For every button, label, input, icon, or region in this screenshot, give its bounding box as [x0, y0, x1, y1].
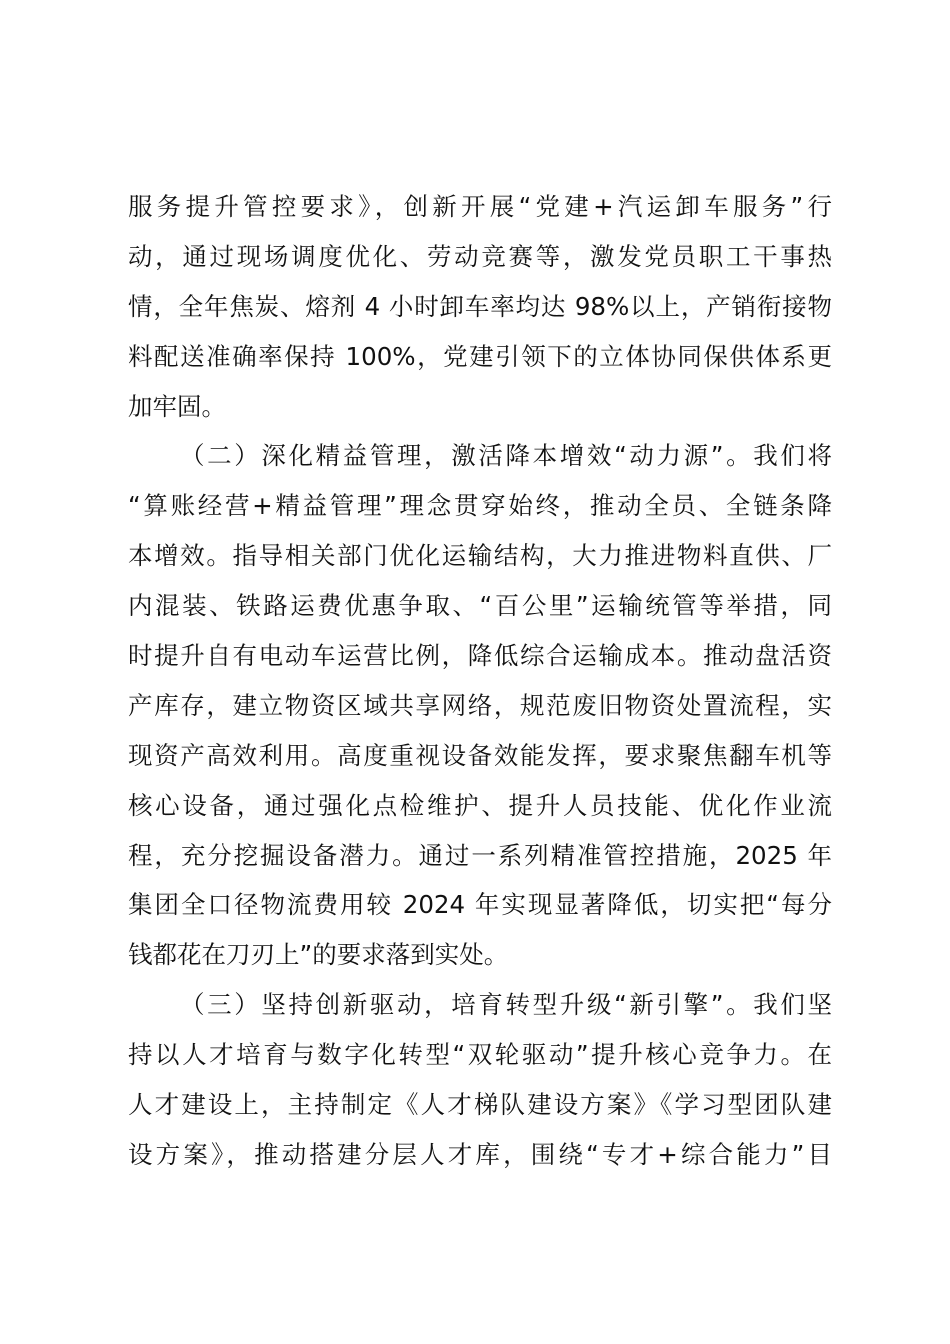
text-line: 时提升自有电动车运营比例，降低综合运输成本。推动盘活资 — [128, 641, 832, 671]
text-line: 情，全年焦炭、熔剂 4 小时卸车率均达 98%以上，产销衔接物 — [128, 291, 832, 321]
paragraph — [128, 190, 832, 439]
text-line: 核心设备，通过强化点检维护、提升人员技能、优化作业流 — [128, 790, 832, 820]
text-line: “算账经营+精益管理”理念贯穿始终，推动全员、全链条降 — [128, 491, 832, 521]
text-line: 程，充分挖掘设备潜力。通过一系列精准管控措施，2025 年 — [128, 840, 832, 870]
text-line: 钱都花在刀刃上”的要求落到实处。 — [128, 940, 509, 970]
text-line: 产库存，建立物资区域共享网络，规范废旧物资处置流程，实 — [128, 690, 832, 720]
text-line: 现资产高效利用。高度重视设备效能发挥，要求聚焦翻车机等 — [128, 740, 832, 770]
text-line: 持以人才培育与数字化转型“双轮驱动”提升核心竞争力。在 — [128, 1040, 832, 1070]
text-line: 设方案》，推动搭建分层人才库，围绕“专才+综合能力”目 — [128, 1139, 832, 1169]
text-line: 本增效。指导相关部门优化运输结构，大力推进物料直供、厂 — [128, 541, 832, 571]
text-line: 服务提升管控要求》，创新开展“党建+汽运卸车服务”行 — [128, 192, 832, 221]
section-heading-line: （二）深化精益管理，激活降本增效“动力源”。我们将 — [180, 441, 832, 471]
text-line: 料配送准确率保持 100%，党建引领下的立体协同保供体系更 — [128, 341, 832, 371]
paragraph — [128, 439, 832, 988]
text-line: 加牢固。 — [128, 391, 226, 421]
paragraph — [128, 988, 832, 1188]
text-line: 人才建设上，主持制定《人才梯队建设方案》《学习型团队建 — [128, 1090, 832, 1120]
text-line: 集团全口径物流费用较 2024 年实现显著降低，切实把“每分 — [128, 890, 832, 920]
text-line: 动，通过现场调度优化、劳动竞赛等，激发党员职工干事热 — [128, 241, 832, 271]
document-body — [128, 190, 832, 1188]
section-heading-line: （三）坚持创新驱动，培育转型升级“新引擎”。我们坚 — [180, 990, 832, 1020]
text-line: 内混装、铁路运费优惠争取、“百公里”运输统管等举措，同 — [128, 591, 832, 621]
